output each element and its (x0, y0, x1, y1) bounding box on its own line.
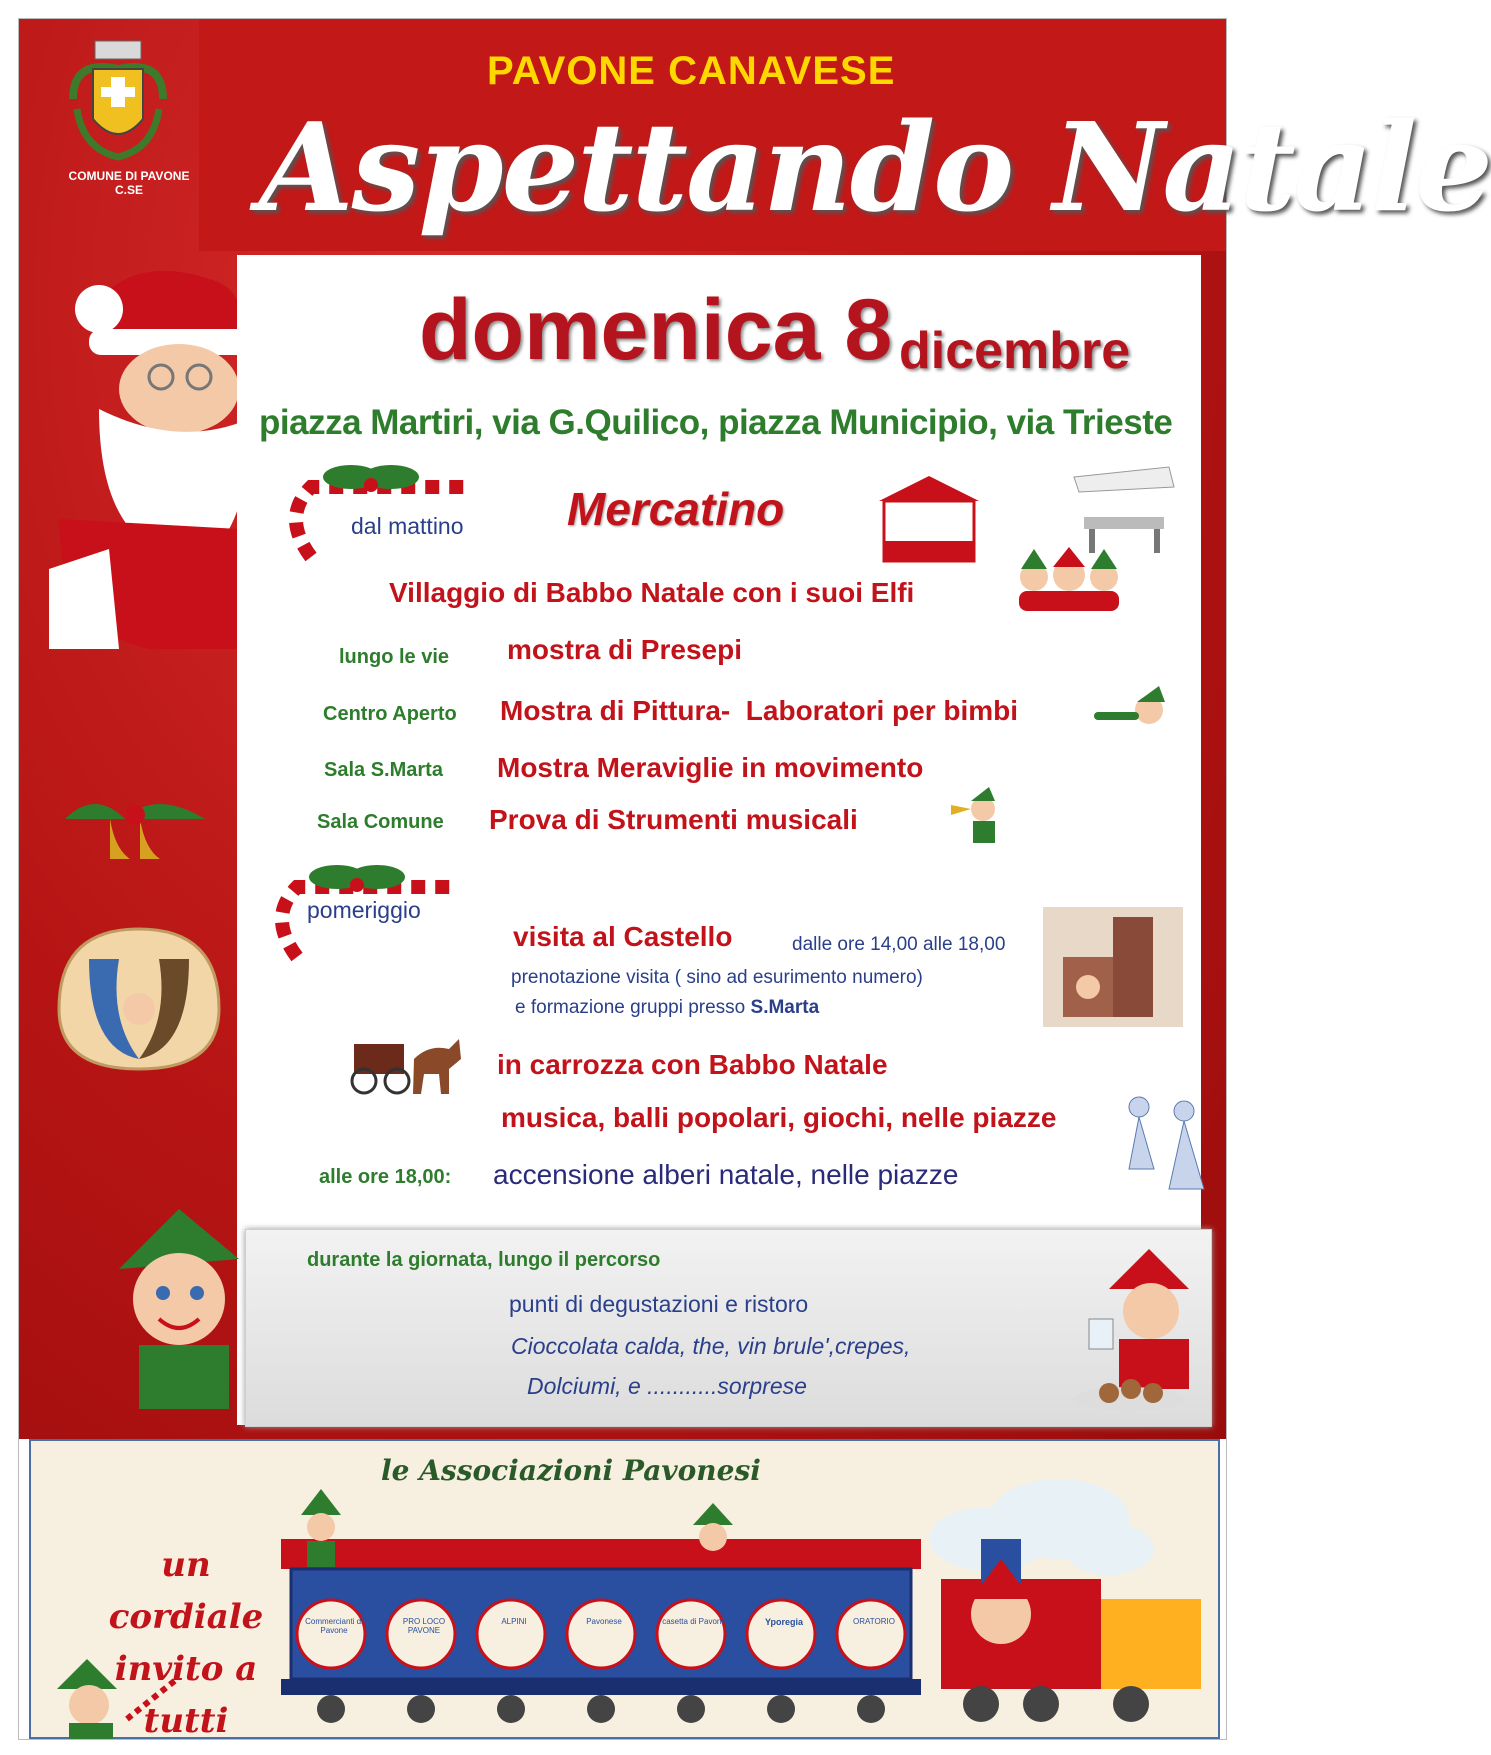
morning-label: dal mattino (351, 513, 464, 539)
evening-time: alle ore 18,00: (319, 1166, 452, 1188)
tasting-line-2: Cioccolata calda, the, vin brule',crepes, (511, 1333, 911, 1359)
elf-cookies-icon (1069, 1249, 1209, 1419)
elf-on-train-icon-2 (683, 1503, 743, 1563)
castle-hours: dalle ore 14,00 alle 18,00 (792, 934, 1006, 955)
wagon-label-5: Yporegia (764, 1617, 803, 1627)
market-stall-icon (869, 471, 989, 571)
folk-dancers-icon (1109, 1089, 1219, 1209)
wagon-label-0: Commercianti di Pavone (305, 1617, 363, 1635)
tasting-when: durante la giornata, lungo il percorso (307, 1249, 661, 1271)
elf-left-icon (99, 1209, 269, 1409)
coat-of-arms-caption: COMUNE DI PAVONE C.SE (68, 169, 190, 197)
evening-event: accensione alberi natale, nelle piazze (493, 1159, 959, 1190)
elf-on-train-icon (291, 1489, 351, 1569)
invitation-line-2: invito a tutti (114, 1649, 258, 1741)
event-name-1: Mostra di Pittura- Laboratori per bimbi (500, 695, 1019, 726)
market-table-icon (1069, 457, 1179, 557)
event-locations: piazza Martiri, via G.Quilico, piazza Municipio, via Trieste (259, 403, 1173, 442)
elf-bottom-left-icon (47, 1659, 187, 1739)
christmas-bells-icon (55, 779, 215, 869)
music-event: musica, balli popolari, giochi, nelle piazze (501, 1102, 1057, 1133)
wagon-label-4: casetta di Pavone (662, 1617, 726, 1626)
groups-note (515, 997, 819, 1019)
elf-trumpet-icon (949, 787, 1009, 847)
associations-title: le Associazioni Pavonesi (381, 1454, 761, 1487)
afternoon-label: pomeriggio (307, 897, 421, 923)
event-name-0: mostra di Presepi (507, 634, 742, 665)
wagon-label-1: PRO LOCO PAVONE (402, 1617, 446, 1635)
coat-of-arms-icon (63, 39, 173, 169)
village-event: Villaggio di Babbo Natale con i suoi Elfi (389, 577, 915, 608)
invitation-line-1: un cordiale (108, 1545, 264, 1637)
tasting-line-1: punti di degustazioni e ristoro (509, 1291, 809, 1317)
poster (18, 18, 1491, 1741)
groups-note-prefix: e formazione gruppi presso (515, 997, 751, 1018)
event-place-1: Centro Aperto (323, 703, 457, 725)
wagon-label-2: ALPINI (501, 1617, 527, 1626)
wagon-label-3: Pavonese (586, 1617, 622, 1626)
event-day: domenica 8 (419, 282, 893, 378)
horse-carriage-icon (349, 1029, 469, 1099)
event-place-0: lungo le vie (339, 646, 450, 668)
wagon-label-6: ORATORIO (853, 1617, 895, 1626)
event-name-3: Prova di Strumenti musicali (489, 804, 858, 835)
event-place-2: Sala S.Marta (324, 759, 443, 781)
town-name: PAVONE CANAVESE (487, 49, 896, 93)
elves-and-santa-icon (1009, 547, 1129, 617)
groups-note-place: S.Marta (750, 997, 820, 1018)
event-name-2: Mostra Meraviglie in movimento (497, 752, 924, 783)
market-headline: Mercatino (567, 483, 785, 535)
castle-visit: visita al Castello (513, 921, 733, 952)
booking-note: prenotazione visita ( sino ad esurimento numero) (511, 967, 923, 988)
event-place-3: Sala Comune (317, 811, 444, 833)
nativity-icon (49, 919, 229, 1079)
event-month: dicembre (899, 322, 1131, 380)
castle-icon (1043, 907, 1183, 1027)
tasting-line-3: Dolciumi, e ...........sorprese (527, 1373, 807, 1399)
elf-pointing-icon (1089, 684, 1179, 734)
poster-title: Aspettando Natale (259, 95, 1491, 239)
candy-cane-icon (281, 457, 481, 567)
carriage-ride: in carrozza con Babbo Natale (497, 1049, 888, 1080)
